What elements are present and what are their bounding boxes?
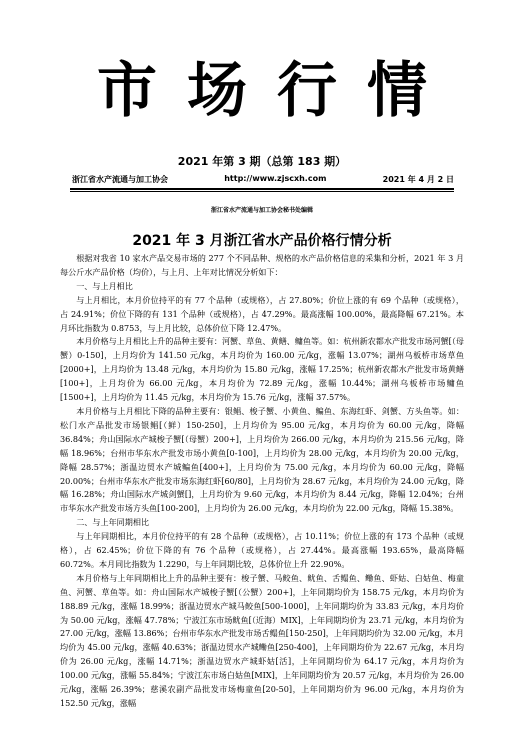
editorial-office: 浙江省水产流通与加工协会秘书处编辑 (210, 207, 313, 214)
section-heading-year: 二、与上年同期相比 (76, 517, 150, 528)
article-body (60, 252, 464, 711)
issue-line: 2021 年第 3 期（总第 183 期） (177, 155, 347, 168)
publish-date: 2021 年 4 月 2 日 (382, 175, 454, 184)
paragraph: 本月价格与上月相比下降的品种主要有：银鲳、梭子蟹、小黄鱼、鳊鱼、东海红虾、剑蟹、方头鱼等。如：松门水产品批发市场银鲳[（鲜）150-250]，上月均价为 95.00 元/kg，本月均价为 60.00 元/kg，降幅 36.84%；舟山国际水产城梭子蟹[（母蟹）200+]，上月均价为 266.00 元/kg，本月均价为 215.56 元/kg，降幅 18.96%；台州市华东水产批发市场小黄鱼[0-100]，上月均价为 28.00 元/kg，本月均价为 20.00 元/kg，降幅 28.57%；浙温边贸水产城鳊鱼[400+]，上月均价为 75.00 元/kg，本月均价为 60.00 元/kg，降幅 20.00%；台州市华东水产批发市场东海红虾[60/80]，上月均价为 28.67 元/kg，本月均价为 24.00 元/kg，降幅 16.28%；舟山国际水产城剑蟹[]，上月均价为 9.60 元/kg，本月均价为 8.44 元/kg，降幅 12.04%；台州市华东水产批发市场方头鱼[100-200]，上月均价为 26.00 元/kg，本月均价为 22.00 元/kg，降幅 15.38%。 (60, 405, 464, 514)
paragraph: 与上月相比，本月价位持平的有 77 个品种（或规格），占 27.80%；价位上涨的有 69 个品种（或规格），占 24.91%；价位下降的有 131 个品种（或规格），占 47.29%。最高涨幅 100.00%，最高降幅 67.21%。本月环比指数为 0.8753，与上月比较，总体价位下降 12.47%。 (60, 294, 464, 333)
website-link[interactable]: http://www.zjscxh.com (224, 174, 327, 183)
divider-thick (70, 188, 454, 190)
paragraph: 本月价格与上月相比上升的品种主要有：河蟹、草鱼、黄鳝、鳙鱼等。如：杭州新农都水产批发市场河蟹[（母蟹）0-150]，上月均价为 141.50 元/kg，本月均价为 160.00 元/kg，涨幅 13.07%；湖州乌板桥市场草鱼[2000+]，上月均价为 13.48 元/kg，本月均价为 15.80 元/kg，涨幅 17.25%；杭州新农都水产批发市场黄鳝[100+]，上月均价为 66.00 元/kg，本月均价为 72.89 元/kg，涨幅 10.44%；湖州乌板桥市场鳙鱼[1500+]，上月均价为 11.45 元/kg，本月均价为 15.76 元/kg，涨幅 37.57%。 (60, 336, 464, 403)
paragraph: 与上年同期相比，本月价位持平的有 28 个品种（或规格），占 10.11%；价位上涨的有 173 个品种（或规格），占 62.45%；价位下降的有 76 个品种（或规格），占 27.44%。最高涨幅 193.65%，最高降幅 60.72%。本月同比指数为 1.2290，与上年同期比较，总体价位上升 22.90%。 (60, 531, 464, 569)
section-heading-month: 一、与上月相比 (76, 280, 133, 291)
masthead-title: 市场行情 (97, 56, 457, 126)
info-bar (72, 174, 454, 185)
paragraph: 本月价格与上年同期相比上升的品种主要有：梭子蟹、马鲛鱼、鱿鱼、舌鳎鱼、鳓鱼、虾姑、白姑鱼、梅童鱼、河蟹、草鱼等。如：舟山国际水产城梭子蟹[（公蟹）200+]，上年同期均价为 158.75 元/kg，本月均价为 188.89 元/kg，涨幅 18.99%；浙温边贸水产城马鲛鱼[500-1000]，上年同期均价为 33.83 元/kg，本月均价为 50.00 元/kg，涨幅 47.78%；宁波江东市场鱿鱼[（近海）MIX]，上年同期均价为 23.71 元/kg，本月均价为 27.00 元/kg，涨幅 13.86%；台州市华东水产批发市场舌鳎鱼[150-250]，上年同期均价为 32.00 元/kg，本月均价为 45.00 元/kg，涨幅 40.63%；浙温边贸水产城鳓鱼[250-400]，上年同期均价为 22.67 元/kg，本月均价为 26.00 元/kg，涨幅 14.71%；浙温边贸水产城虾姑[活]，上年同期均价为 64.17 元/kg，本月均价为 100.00 元/kg，涨幅 55.84%；宁波江东市场白姑鱼[MIX]，上年同期均价为 20.57 元/kg，本月均价为 26.00 元/kg，涨幅 26.39%；慈溪农副产品批发市场梅童鱼[20-50]，上年同期均价为 96.00 元/kg，本月均价为 152.50 元/kg，涨幅 (60, 572, 464, 708)
publisher: 浙江省水产流通与加工协会 (72, 175, 168, 184)
article-title: 2021 年 3 月浙江省水产品价格行情分析 (132, 233, 392, 249)
divider-thin (70, 191, 454, 192)
paragraph-intro: 根据对我省 10 家水产品交易市场的 277 个不同品种、规格的水产品价格信息的采集和分析，2021 年 3 月每公斤水产品价格（均价），与上月、上年对比情况分析如下： (60, 253, 464, 277)
